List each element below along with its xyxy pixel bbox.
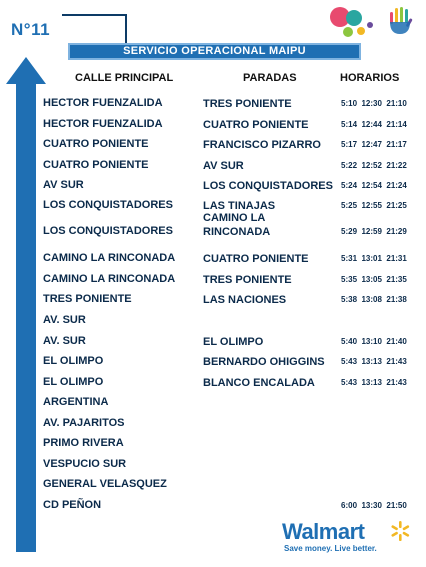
- stop-cell: BERNARDO OHIGGINS: [203, 356, 325, 368]
- street-cell: AV. SUR: [43, 314, 86, 326]
- street-cell: TRES PONIENTE: [43, 293, 132, 305]
- stop-cell: BLANCO ENCALADA: [203, 377, 315, 389]
- stop-cell: CAMINO LA RINCONADA: [203, 212, 271, 238]
- partner-logo: [328, 5, 380, 39]
- stop-cell: LAS TINAJAS: [203, 200, 276, 212]
- direction-arrow-head: [6, 57, 46, 84]
- street-cell: HECTOR FUENZALIDA: [43, 118, 163, 130]
- table-row: [0, 476, 426, 496]
- spark-icon: [390, 521, 410, 541]
- times-cell: 5:38 13:08 21:38: [341, 295, 407, 304]
- times-cell: 5:10 12:30 21:10: [341, 99, 407, 108]
- street-cell: LOS CONQUISTADORES: [43, 199, 173, 211]
- sponsor-tagline: Save money. Live better.: [284, 544, 377, 553]
- times-cell: 5:17 12:47 21:17: [341, 140, 407, 149]
- street-cell: ARGENTINA: [43, 396, 109, 408]
- times-cell: 5:25 12:55 21:25: [341, 201, 407, 210]
- route-number: N°11: [11, 20, 51, 39]
- stop-cell: LAS NACIONES: [203, 294, 287, 306]
- street-cell: AV SUR: [43, 179, 84, 191]
- times-cell: 6:00 13:30 21:50: [341, 501, 407, 510]
- stop-cell: CUATRO PONIENTE: [203, 253, 309, 265]
- table-row: [0, 333, 426, 353]
- table-row: [0, 415, 426, 435]
- table-row: [0, 116, 426, 136]
- times-cell: 5:43 13:13 21:43: [341, 357, 407, 366]
- table-row: [0, 374, 426, 394]
- street-cell: GENERAL VELASQUEZ: [43, 478, 167, 490]
- table-row: [0, 271, 426, 291]
- street-cell: EL OLIMPO: [43, 376, 104, 388]
- street-cell: HECTOR FUENZALIDA: [43, 97, 163, 109]
- times-cell: 5:29 12:59 21:29: [341, 227, 407, 236]
- table-row: [0, 250, 426, 270]
- table-row: [0, 456, 426, 476]
- times-cell: 5:31 13:01 21:31: [341, 254, 407, 263]
- stop-cell: CUATRO PONIENTE: [203, 119, 309, 131]
- table-row: [0, 435, 426, 455]
- table-row: [0, 394, 426, 414]
- stop-cell: AV SUR: [203, 160, 244, 172]
- times-cell: 5:43 13:13 21:43: [341, 378, 407, 387]
- times-cell: 5:14 12:44 21:14: [341, 120, 407, 129]
- street-cell: CUATRO PONIENTE: [43, 159, 149, 171]
- stop-cell: TRES PONIENTE: [203, 98, 292, 110]
- table-row: [0, 497, 426, 517]
- table-row: [0, 312, 426, 332]
- sponsor-logo: [282, 519, 412, 559]
- table-row: [0, 177, 426, 197]
- stop-cell: EL OLIMPO: [203, 336, 264, 348]
- hand-logo-icon: [386, 6, 414, 36]
- street-cell: EL OLIMPO: [43, 355, 104, 367]
- street-cell: CUATRO PONIENTE: [43, 138, 149, 150]
- table-row: [0, 157, 426, 177]
- table-row: [0, 136, 426, 156]
- table-row: [0, 95, 426, 115]
- sponsor-name: Walmart: [282, 519, 365, 544]
- street-cell: CAMINO LA RINCONADA: [43, 273, 176, 285]
- service-banner: SERVICIO OPERACIONAL MAIPU: [68, 43, 361, 60]
- stop-cell: FRANCISCO PIZARRO: [203, 139, 321, 151]
- header-street: CALLE PRINCIPAL: [75, 72, 174, 84]
- street-cell: VESPUCIO SUR: [43, 458, 127, 470]
- table-row: [0, 212, 426, 243]
- street-cell: AV. PAJARITOS: [43, 417, 125, 429]
- times-cell: 5:40 13:10 21:40: [341, 337, 407, 346]
- table-row: [0, 353, 426, 373]
- header-stops: PARADAS: [243, 72, 297, 84]
- street-cell: LOS CONQUISTADORES: [43, 225, 173, 237]
- header-times: HORARIOS: [340, 72, 400, 84]
- stop-cell: LOS CONQUISTADORES: [203, 180, 333, 192]
- stop-cell: TRES PONIENTE: [203, 274, 292, 286]
- street-cell: PRIMO RIVERA: [43, 437, 124, 449]
- times-cell: 5:22 12:52 21:22: [341, 161, 407, 170]
- street-cell: CD PEÑON: [43, 499, 102, 511]
- connector-line-vertical: [125, 14, 127, 44]
- street-cell: CAMINO LA RINCONADA: [43, 252, 176, 264]
- connector-line: [62, 14, 126, 16]
- street-cell: AV. SUR: [43, 335, 86, 347]
- times-cell: 5:35 13:05 21:35: [341, 275, 407, 284]
- times-cell: 5:24 12:54 21:24: [341, 181, 407, 190]
- table-row: [0, 291, 426, 311]
